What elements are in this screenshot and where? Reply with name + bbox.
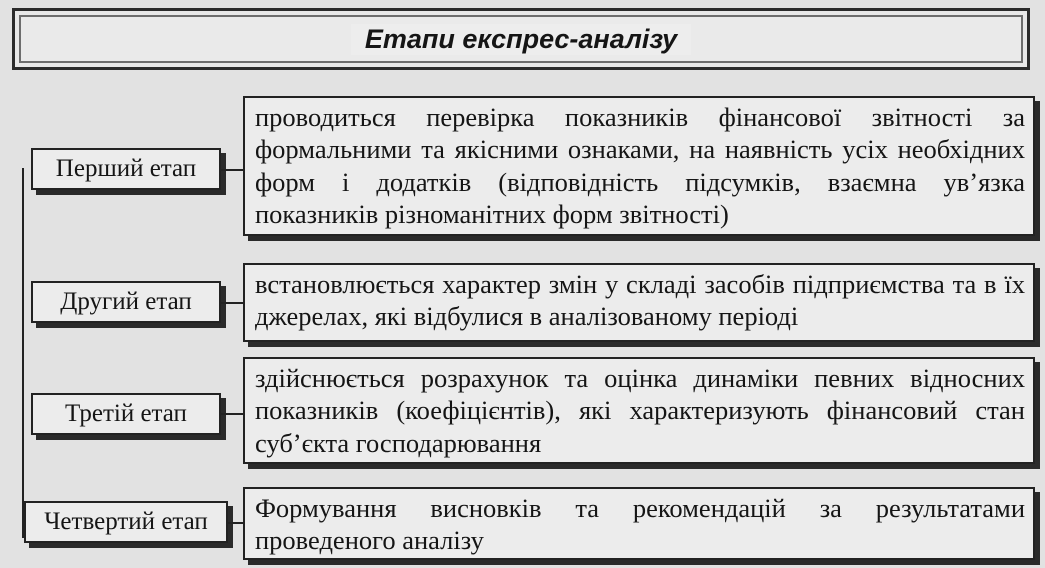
stage-4-description: Формування висновків та рекомендацій за результатами проведеного аналізу <box>255 493 1025 556</box>
diagram-title: Етапи експрес-аналізу <box>351 24 691 55</box>
stage-3-label: Третій етап <box>65 400 187 427</box>
stage-3-label-box <box>31 393 221 435</box>
stage-1-connector <box>221 169 243 171</box>
stage-4-label-box <box>24 501 228 543</box>
stage-1-label-box <box>31 148 221 190</box>
diagram-title-box <box>12 8 1030 70</box>
stage-2-description: встановлюється характер змін у складі засобів підприємства та в їх джерелах, які відбулися в аналізованому періоді <box>255 269 1025 332</box>
stage-2-description-box <box>243 263 1035 342</box>
stage-2-label: Другий етап <box>60 288 192 315</box>
stage-3-description: здійснюється розрахунок та оцінка динаміки певних відносних показників (коефіцієнтів), які характеризують фінансовий стан суб’єкта господарювання <box>255 363 1025 458</box>
stage-2-connector <box>221 302 243 304</box>
stage-1-description-box <box>243 96 1035 236</box>
stage-3-description-box <box>243 357 1035 464</box>
stage-1-description: проводиться перевірка показників фінансової звітності за формальними та якісними ознаками, на наявність усіх необхідних форм і додатків (відповідність підсумків, взаємна ув’язка показників різноманітних форм звітності) <box>255 102 1025 229</box>
stage-4-label: Четвертий етап <box>44 508 208 535</box>
stage-4-description-box <box>243 487 1035 560</box>
stage-4-connector <box>228 522 243 524</box>
stage-1-label: Перший етап <box>55 155 197 182</box>
connector-spine <box>22 168 24 538</box>
stage-2-label-box <box>31 281 221 323</box>
stage-3-connector <box>221 413 243 415</box>
